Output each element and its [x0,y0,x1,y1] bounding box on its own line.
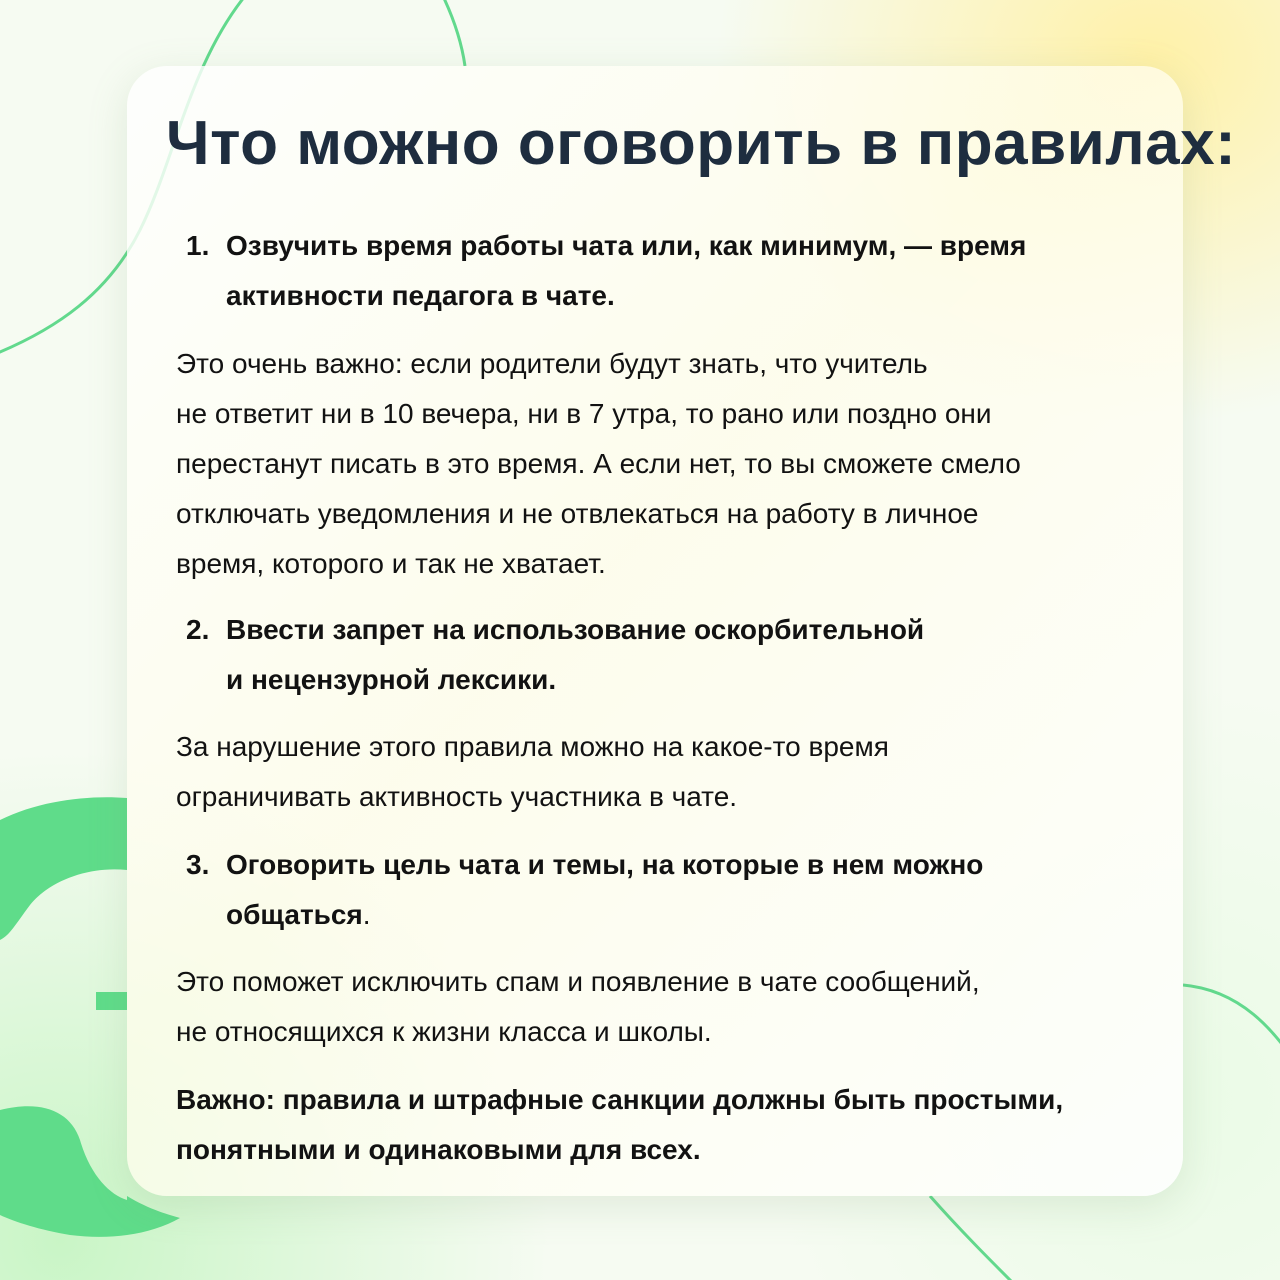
rule-heading-line: и нецензурной лексики. [226,664,557,695]
rule-heading-line: Ввести запрет на использование оскорбительной [226,614,925,645]
rule-number: 1. [186,230,210,261]
rule-heading-period: . [362,899,371,930]
paragraph-line: время, которого и так не хватает. [176,548,606,579]
rule-description-1 [176,339,1136,589]
paragraph-line: За нарушение этого правила можно на какое-то время [176,731,889,762]
rule-item-3 [186,840,1086,940]
rule-item-2 [186,605,1086,705]
rule-description-3 [176,957,1136,1057]
paragraph-line: не относящихся к жизни класса и школы. [176,1016,712,1047]
rule-heading-text: общаться [226,899,363,930]
paragraph-line: перестанут писать в это время. А если нет, то вы сможете смело [176,448,1021,479]
decor-curve-bottom [930,1196,1020,1280]
note-line: понятными и одинаковыми для всех. [176,1134,701,1165]
decor-curve-top [440,0,465,66]
paragraph-line: ограничивать активность участника в чате. [176,781,738,812]
note-line: Важно: правила и штрафные санкции должны быть простыми, [176,1084,1064,1115]
important-note [176,1075,1136,1175]
decor-curve-bottom-right [1183,985,1280,1070]
rule-number: 2. [186,614,210,645]
paragraph-line: Это очень важно: если родители будут знать, что учитель [176,348,928,379]
paragraph-line: не ответит ни в 10 вечера, ни в 7 утра, то рано или поздно они [176,398,992,429]
rule-heading-line: Озвучить время работы чата или, как минимум, — время [226,230,1027,261]
rule-description-2 [176,722,1136,822]
rule-item-1 [186,221,1086,321]
paragraph-line: отключать уведомления и не отвлекаться на работу в личное [176,498,979,529]
rule-heading-line: Оговорить цель чата и темы, на которые в нем можно [226,849,984,880]
page-title: Что можно оговорить в правилах: [166,109,1237,178]
rule-heading-line-last [226,890,1086,940]
paragraph-line: Это поможет исключить спам и появление в чате сообщений, [176,966,980,997]
rule-number: 3. [186,849,210,880]
rule-heading-line: активности педагога в чате. [226,280,615,311]
